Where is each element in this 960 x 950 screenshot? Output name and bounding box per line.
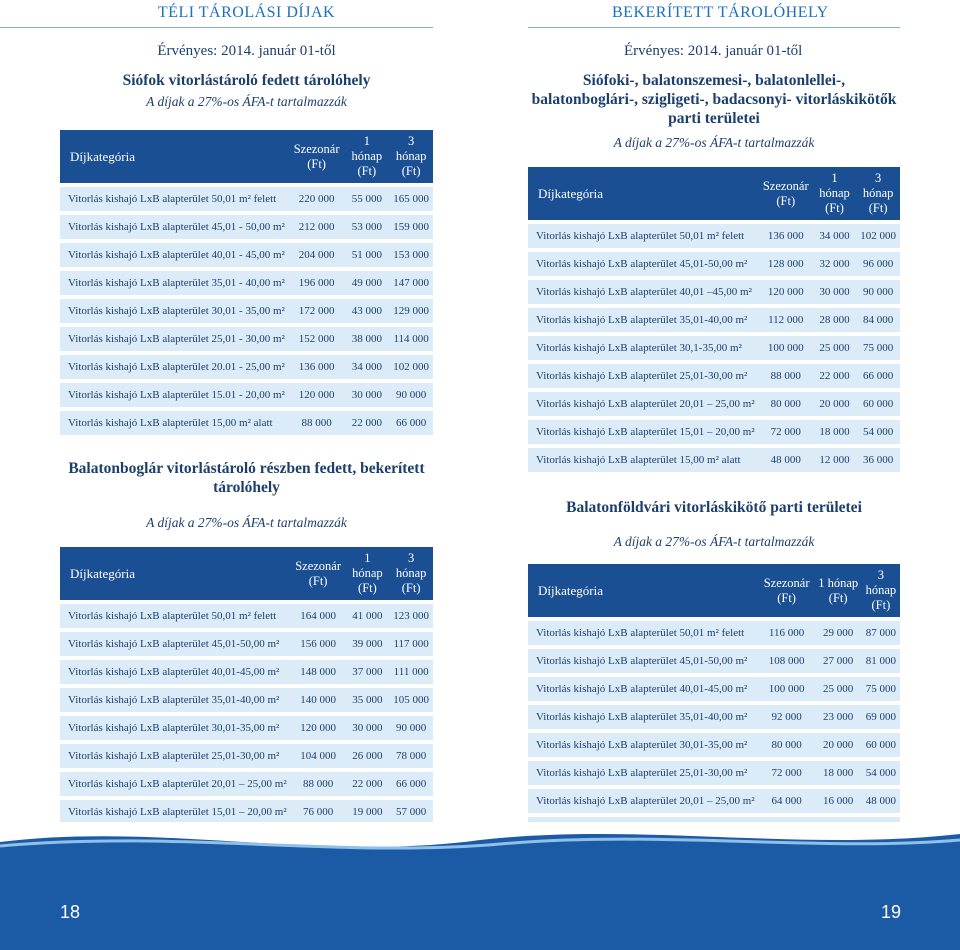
row-category: Vitorlás kishajó LxB alapterület 35,01-40,00 m²: [528, 705, 759, 729]
row-1month-price: 25 000: [815, 677, 862, 701]
row-category: Vitorlás kishajó LxB alapterület 50,01 m² felett: [528, 224, 759, 248]
row-1month-price: 22 000: [346, 772, 390, 796]
table-row: [528, 789, 900, 813]
row-1month-price: 20 000: [813, 392, 856, 416]
row-1month-price: 12 000: [813, 448, 856, 472]
row-1month-price: 23 000: [815, 705, 862, 729]
page-number-left: 18: [60, 902, 81, 922]
col-header-category: Díjkategória: [528, 167, 759, 220]
row-1month-price: 30 000: [344, 383, 389, 407]
row-3month-price: 66 000: [389, 772, 433, 796]
row-3month-price: 48 000: [862, 789, 900, 813]
left-section1-table: [60, 126, 433, 439]
row-3month-price: 114 000: [389, 327, 433, 351]
row-category: Vitorlás kishajó LxB alapterület 20,01 – 25,00 m²: [60, 772, 291, 796]
row-1month-price: 22 000: [344, 411, 389, 435]
row-season-price: 136 000: [289, 355, 345, 379]
table-row: [528, 705, 900, 729]
row-1month-price: 18 000: [815, 761, 862, 785]
table-row: [60, 716, 433, 740]
row-category: Vitorlás kishajó LxB alapterület 45,01-50,00 m²: [528, 649, 759, 673]
row-3month-price: 36 000: [856, 448, 900, 472]
table-header-row: [528, 564, 900, 617]
left-valid-date: Érvényes: 2014. január 01-től: [157, 43, 336, 59]
table-row: [60, 327, 433, 351]
row-category: Vitorlás kishajó LxB alapterület 25,01-30,00 m²: [528, 364, 759, 388]
row-category: Vitorlás kishajó LxB alapterület 30,1-35,00 m²: [528, 336, 759, 360]
right-section2-subtitle: A díjak a 27%-os ÁFA-t tartalmazzák: [613, 534, 815, 549]
table-row: [528, 224, 900, 248]
left-band-title: TÉLI TÁROLÁSI DÍJAK: [0, 0, 433, 28]
col-header-3month: 3 hónap (Ft): [389, 547, 433, 600]
row-category: Vitorlás kishajó LxB alapterület 15.01 - 20,00 m²: [60, 383, 289, 407]
row-season-price: 148 000: [291, 660, 346, 684]
table-row: [528, 252, 900, 276]
row-3month-price: 81 000: [862, 649, 900, 673]
row-season-price: 220 000: [289, 187, 345, 211]
row-season-price: 88 000: [291, 772, 346, 796]
table-row: [60, 271, 433, 295]
table-row: [528, 649, 900, 673]
right-section2-heading: Balatonföldvári vitorláskikötő parti területei: [566, 499, 862, 516]
row-season-price: 156 000: [291, 632, 346, 656]
table-row: [528, 621, 900, 645]
page-number-right: 19: [881, 902, 902, 922]
row-category: Vitorlás kishajó LxB alapterület 50,01 m² felett: [528, 621, 759, 645]
table-row: [60, 383, 433, 407]
table-row: [60, 772, 433, 796]
table-header-row: [60, 130, 433, 183]
row-category: Vitorlás kishajó LxB alapterület 40,01 –45,00 m²: [528, 280, 759, 304]
col-header-3month: 3 hónap (Ft): [856, 167, 900, 220]
row-1month-price: 30 000: [346, 716, 390, 740]
row-category: Vitorlás kishajó LxB alapterület 40,01-45,00 m²: [60, 660, 291, 684]
footer-band: [0, 830, 960, 950]
row-category: Vitorlás kishajó LxB alapterület 15,01 – 20,00 m²: [528, 420, 759, 444]
row-category: Vitorlás kishajó LxB alapterület 30,01 - 35,00 m²: [60, 299, 289, 323]
row-3month-price: 129 000: [389, 299, 433, 323]
right-band-title: BEKERÍTETT TÁROLÓHELY: [528, 0, 900, 28]
table-row: [60, 660, 433, 684]
row-category: Vitorlás kishajó LxB alapterület 45,01-50,00 m²: [60, 632, 291, 656]
col-header-category: Díjkategória: [528, 564, 759, 617]
row-3month-price: 54 000: [862, 761, 900, 785]
col-header-1month: 1 hónap (Ft): [813, 167, 856, 220]
table-row: [60, 744, 433, 768]
table-header-row: [528, 167, 900, 220]
row-1month-price: 41 000: [346, 604, 390, 628]
row-1month-price: 29 000: [815, 621, 862, 645]
table-row: [60, 800, 433, 824]
row-3month-price: 90 000: [389, 716, 433, 740]
row-season-price: 116 000: [759, 621, 815, 645]
table-row: [528, 448, 900, 472]
right-page: [528, 0, 900, 873]
row-3month-price: 57 000: [389, 800, 433, 824]
footer-wave: [0, 822, 960, 862]
row-1month-price: 35 000: [346, 688, 390, 712]
row-category: Vitorlás kishajó LxB alapterület 20,01 – 25,00 m²: [528, 789, 759, 813]
right-valid-date: Érvényes: 2014. január 01-től: [624, 43, 803, 59]
row-category: Vitorlás kishajó LxB alapterület 30,01-35,00 m²: [60, 716, 291, 740]
row-category: Vitorlás kishajó LxB alapterület 15,01 – 20,00 m²: [60, 800, 291, 824]
row-season-price: 80 000: [759, 733, 815, 757]
row-3month-price: 75 000: [862, 677, 900, 701]
row-3month-price: 60 000: [862, 733, 900, 757]
table-header-row: [60, 547, 433, 600]
row-1month-price: 26 000: [346, 744, 390, 768]
row-3month-price: 90 000: [389, 383, 433, 407]
row-3month-price: 102 000: [389, 355, 433, 379]
row-season-price: 164 000: [291, 604, 346, 628]
row-1month-price: 37 000: [346, 660, 390, 684]
row-3month-price: 84 000: [856, 308, 900, 332]
table-row: [528, 336, 900, 360]
row-category: Vitorlás kishajó LxB alapterület 25,01 - 30,00 m²: [60, 327, 289, 351]
row-season-price: 100 000: [759, 677, 815, 701]
left-section1-heading: Siófok vitorlástároló fedett tárolóhely: [122, 72, 371, 89]
row-season-price: 204 000: [289, 243, 345, 267]
table-row: [528, 364, 900, 388]
table-row: [528, 420, 900, 444]
row-1month-price: 19 000: [346, 800, 390, 824]
row-1month-price: 27 000: [815, 649, 862, 673]
col-header-season: Szezonár (Ft): [759, 564, 815, 617]
row-3month-price: 165 000: [389, 187, 433, 211]
row-season-price: 196 000: [289, 271, 345, 295]
row-season-price: 100 000: [759, 336, 813, 360]
row-season-price: 112 000: [759, 308, 813, 332]
table-row: [528, 308, 900, 332]
row-category: Vitorlás kishajó LxB alapterület 50,01 m² felett: [60, 187, 289, 211]
row-category: Vitorlás kishajó LxB alapterület 40,01 - 45,00 m²: [60, 243, 289, 267]
row-3month-price: 123 000: [389, 604, 433, 628]
table-row: [60, 187, 433, 211]
row-season-price: 140 000: [291, 688, 346, 712]
table-row: [60, 632, 433, 656]
row-category: Vitorlás kishajó LxB alapterület 35,01-40,00 m²: [528, 308, 759, 332]
row-category: Vitorlás kishajó LxB alapterület 20,01 – 25,00 m²: [528, 392, 759, 416]
row-season-price: 212 000: [289, 215, 345, 239]
row-3month-price: 78 000: [389, 744, 433, 768]
row-season-price: 120 000: [759, 280, 813, 304]
row-season-price: 48 000: [759, 448, 813, 472]
col-header-1month: 1 hónap (Ft): [344, 130, 389, 183]
row-season-price: 80 000: [759, 392, 813, 416]
row-season-price: 88 000: [289, 411, 345, 435]
left-section2-subtitle: A díjak a 27%-os ÁFA-t tartalmazzák: [146, 515, 347, 530]
row-season-price: 152 000: [289, 327, 345, 351]
row-category: Vitorlás kishajó LxB alapterület 25,01-30,00 m²: [528, 761, 759, 785]
row-3month-price: 75 000: [856, 336, 900, 360]
row-season-price: 128 000: [759, 252, 813, 276]
col-header-season: Szezonár (Ft): [291, 547, 346, 600]
row-1month-price: 16 000: [815, 789, 862, 813]
left-page: [60, 0, 433, 856]
row-1month-price: 18 000: [813, 420, 856, 444]
row-category: Vitorlás kishajó LxB alapterület 15,00 m² alatt: [60, 411, 289, 435]
table-row: [60, 243, 433, 267]
row-category: Vitorlás kishajó LxB alapterület 50,01 m² felett: [60, 604, 291, 628]
col-header-1month: 1 hónap (Ft): [815, 564, 862, 617]
row-1month-price: 39 000: [346, 632, 390, 656]
row-3month-price: 147 000: [389, 271, 433, 295]
row-1month-price: 34 000: [344, 355, 389, 379]
row-category: Vitorlás kishajó LxB alapterület 45,01-50,00 m²: [528, 252, 759, 276]
row-category: Vitorlás kishajó LxB alapterület 35,01 - 40,00 m²: [60, 271, 289, 295]
table-row: [528, 677, 900, 701]
table-row: [60, 411, 433, 435]
row-1month-price: 25 000: [813, 336, 856, 360]
row-category: Vitorlás kishajó LxB alapterület 45,01 - 50,00 m²: [60, 215, 289, 239]
row-season-price: 120 000: [289, 383, 345, 407]
col-header-season: Szezonár (Ft): [759, 167, 813, 220]
row-1month-price: 43 000: [344, 299, 389, 323]
row-category: Vitorlás kishajó LxB alapterület 40,01-45,00 m²: [528, 677, 759, 701]
row-season-price: 72 000: [759, 420, 813, 444]
row-1month-price: 55 000: [344, 187, 389, 211]
row-season-price: 64 000: [759, 789, 815, 813]
row-3month-price: 60 000: [856, 392, 900, 416]
row-3month-price: 105 000: [389, 688, 433, 712]
row-1month-price: 53 000: [344, 215, 389, 239]
table-row: [60, 215, 433, 239]
row-3month-price: 66 000: [856, 364, 900, 388]
row-1month-price: 20 000: [815, 733, 862, 757]
table-row: [528, 761, 900, 785]
row-3month-price: 69 000: [862, 705, 900, 729]
row-season-price: 108 000: [759, 649, 815, 673]
row-3month-price: 90 000: [856, 280, 900, 304]
row-3month-price: 102 000: [856, 224, 900, 248]
table-row: [60, 355, 433, 379]
table-row: [528, 392, 900, 416]
col-header-3month: 3 hónap (Ft): [862, 564, 900, 617]
col-header-season: Szezonár (Ft): [289, 130, 345, 183]
row-3month-price: 153 000: [389, 243, 433, 267]
table-row: [60, 604, 433, 628]
row-season-price: 72 000: [759, 761, 815, 785]
row-season-price: 172 000: [289, 299, 345, 323]
table-row: [528, 733, 900, 757]
row-season-price: 88 000: [759, 364, 813, 388]
table-row: [528, 280, 900, 304]
left-section2-table: [60, 543, 433, 856]
row-season-price: 76 000: [291, 800, 346, 824]
right-section1-heading: Siófoki-, balatonszemesi-, balatonlellei-, balatonboglári-, szigligeti-, badacsonyi- vitorláskikötők parti területei: [531, 72, 897, 127]
row-3month-price: 111 000: [389, 660, 433, 684]
row-1month-price: 30 000: [813, 280, 856, 304]
row-3month-price: 117 000: [389, 632, 433, 656]
row-category: Vitorlás kishajó LxB alapterület 35,01-40,00 m²: [60, 688, 291, 712]
row-1month-price: 38 000: [344, 327, 389, 351]
right-section1-table: [528, 163, 900, 476]
col-header-1month: 1 hónap (Ft): [346, 547, 390, 600]
row-category: Vitorlás kishajó LxB alapterület 15,00 m² alatt: [528, 448, 759, 472]
col-header-category: Díjkategória: [60, 547, 291, 600]
row-season-price: 120 000: [291, 716, 346, 740]
row-1month-price: 32 000: [813, 252, 856, 276]
row-3month-price: 87 000: [862, 621, 900, 645]
col-header-3month: 3 hónap (Ft): [389, 130, 433, 183]
table-row: [60, 299, 433, 323]
left-section2-heading: Balatonboglár vitorlástároló részben fedett, bekerített tárolóhely: [68, 460, 425, 496]
col-header-category: Díjkategória: [60, 130, 289, 183]
row-3month-price: 96 000: [856, 252, 900, 276]
row-season-price: 92 000: [759, 705, 815, 729]
row-season-price: 136 000: [759, 224, 813, 248]
row-1month-price: 28 000: [813, 308, 856, 332]
row-category: Vitorlás kishajó LxB alapterület 25,01-30,00 m²: [60, 744, 291, 768]
row-1month-price: 51 000: [344, 243, 389, 267]
row-category: Vitorlás kishajó LxB alapterület 20.01 - 25,00 m²: [60, 355, 289, 379]
right-section1-subtitle: A díjak a 27%-os ÁFA-t tartalmazzák: [613, 135, 815, 150]
left-section1-subtitle: A díjak a 27%-os ÁFA-t tartalmazzák: [146, 94, 347, 109]
row-1month-price: 22 000: [813, 364, 856, 388]
row-season-price: 104 000: [291, 744, 346, 768]
row-3month-price: 54 000: [856, 420, 900, 444]
row-1month-price: 34 000: [813, 224, 856, 248]
row-1month-price: 49 000: [344, 271, 389, 295]
row-3month-price: 159 000: [389, 215, 433, 239]
row-category: Vitorlás kishajó LxB alapterület 30,01-35,00 m²: [528, 733, 759, 757]
row-3month-price: 66 000: [389, 411, 433, 435]
table-row: [60, 688, 433, 712]
